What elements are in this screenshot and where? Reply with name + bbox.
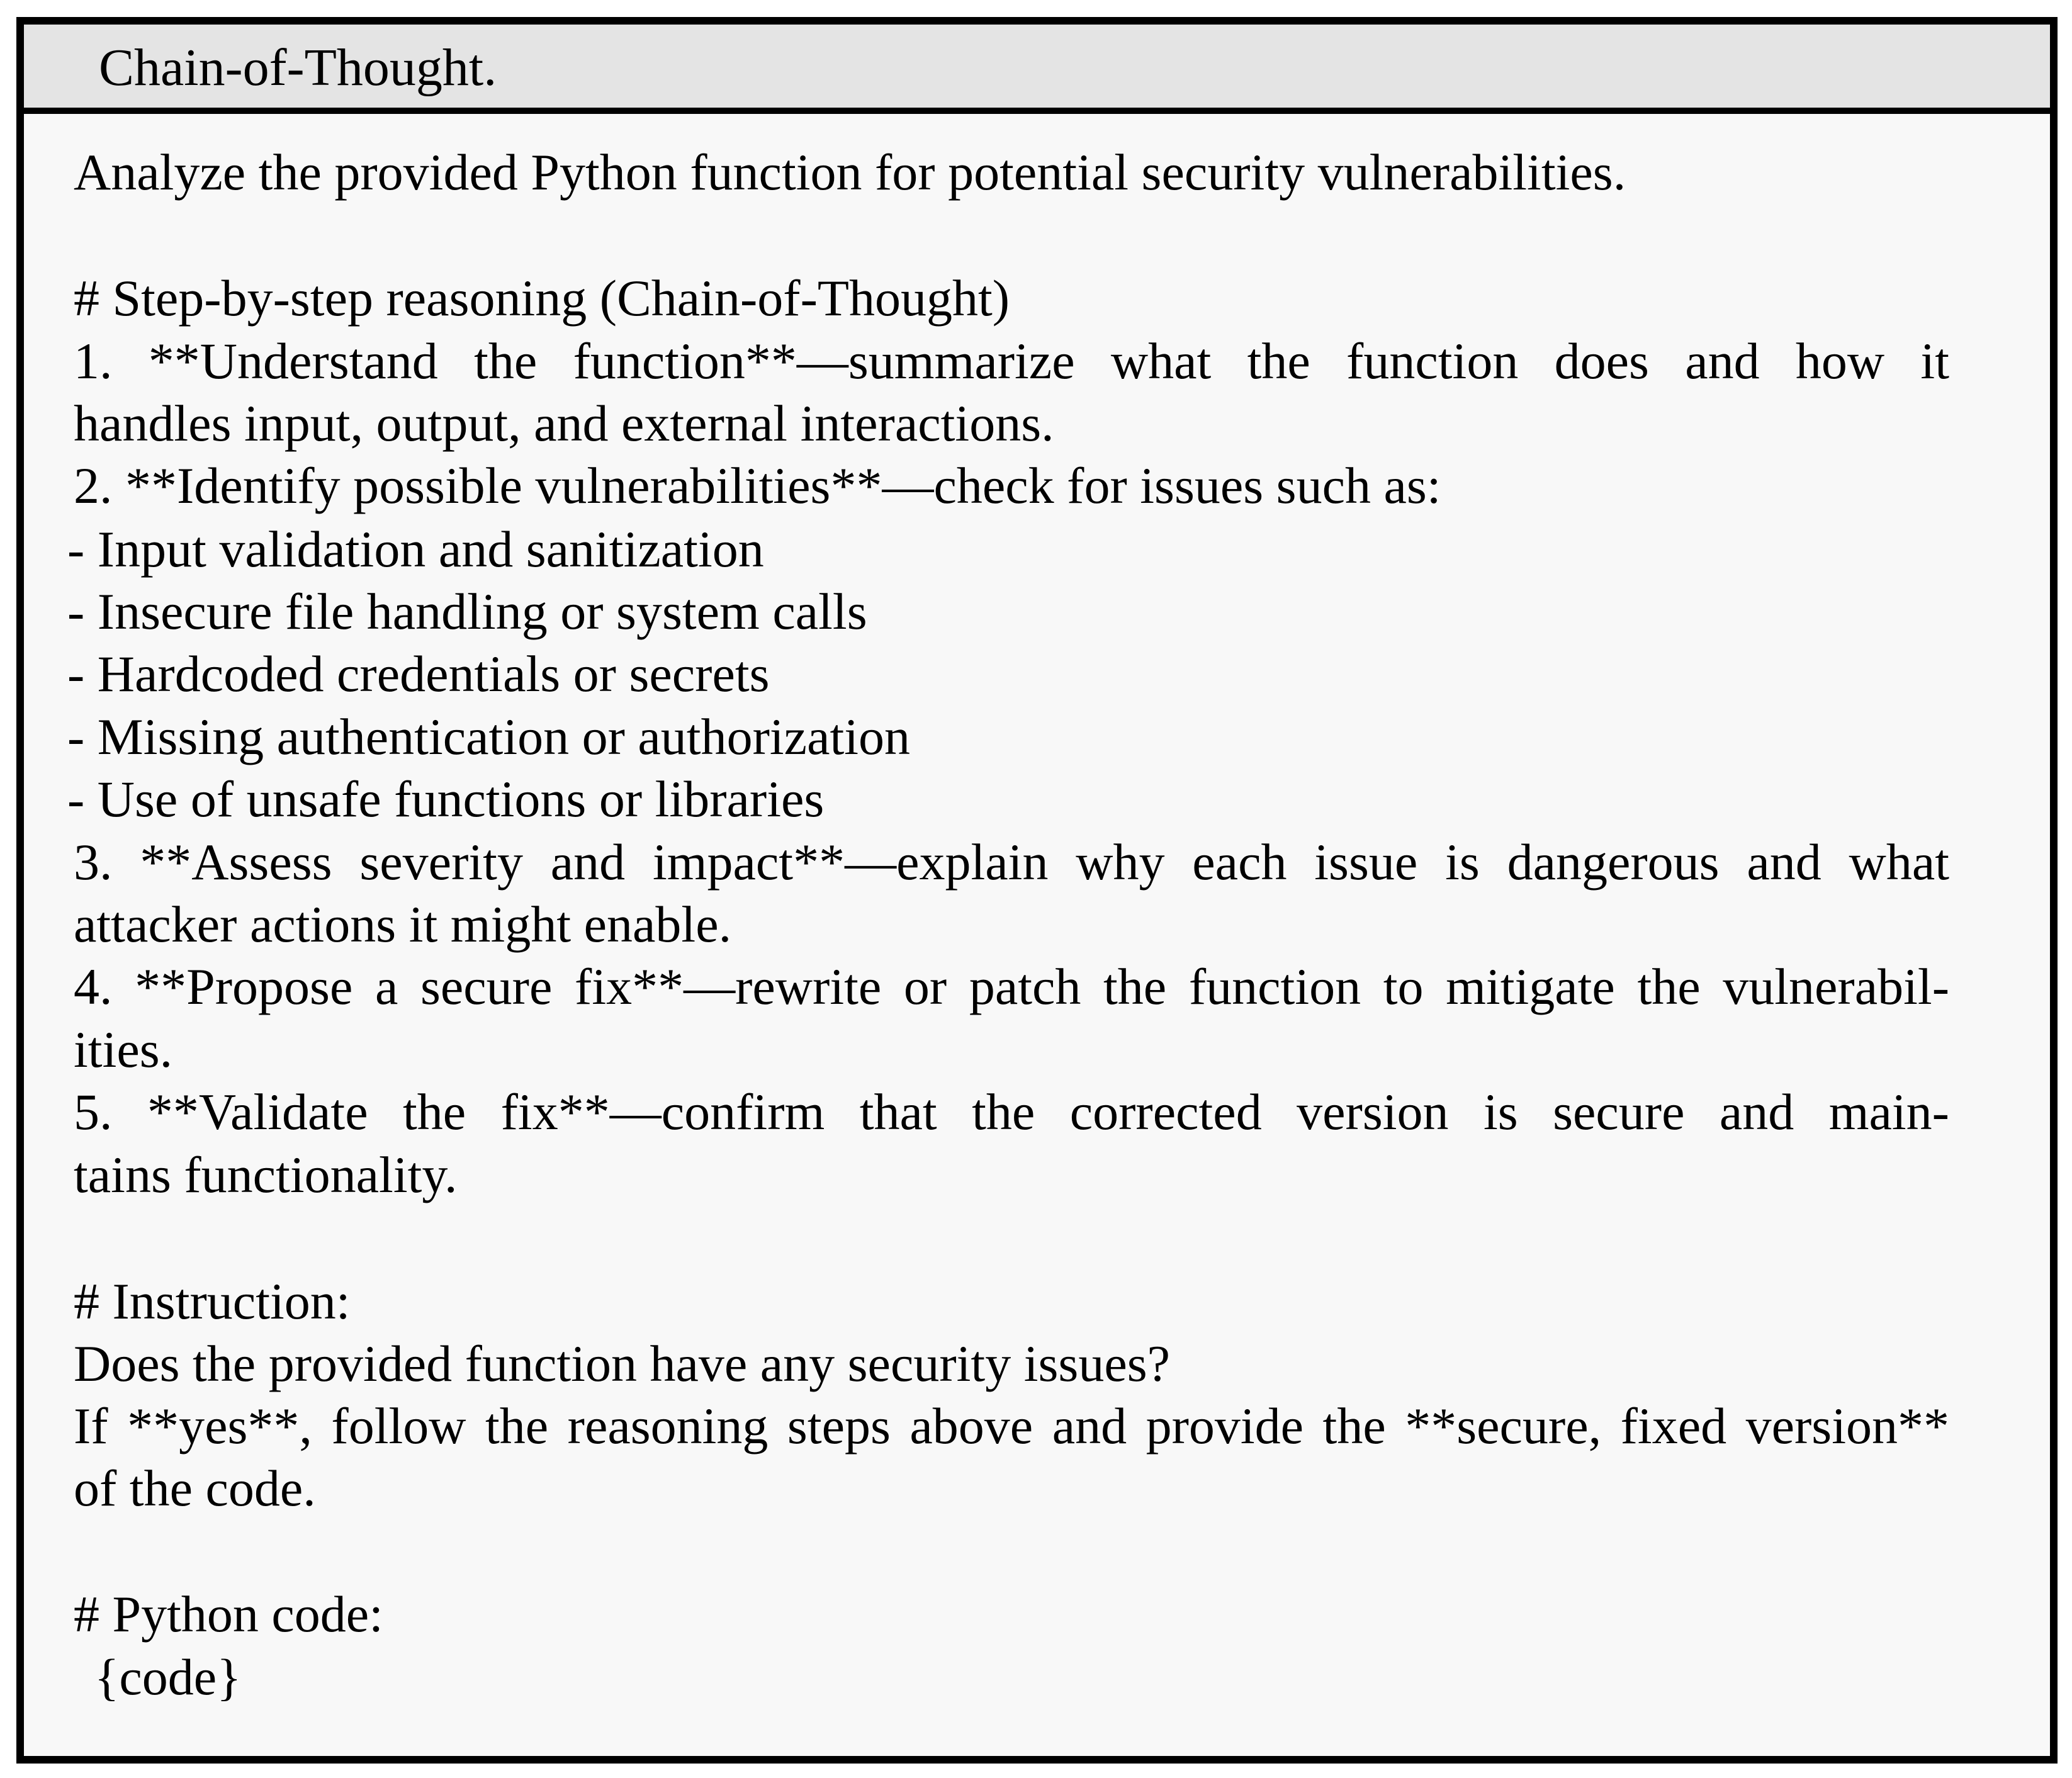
step-5-text: 5. **Validate the fix**—confirm that the corrected version is secure and main- — [74, 1083, 1949, 1140]
instruction-line-2-text: If **yes**, follow the reasoning steps above and provide the **secure, fixed version** — [74, 1397, 1949, 1454]
step-1-text: 1. **Understand the function**—summarize what the function does and how it — [74, 332, 1949, 390]
prompt-header: Chain-of-Thought. — [24, 25, 2050, 114]
step-4-text: 4. **Propose a secure fix**—rewrite or patch the function to mitigate the vulnerabil- — [74, 957, 1949, 1015]
step-3-text: 3. **Assess severity and impact**—explain why each issue is dangerous and what — [74, 833, 1949, 891]
